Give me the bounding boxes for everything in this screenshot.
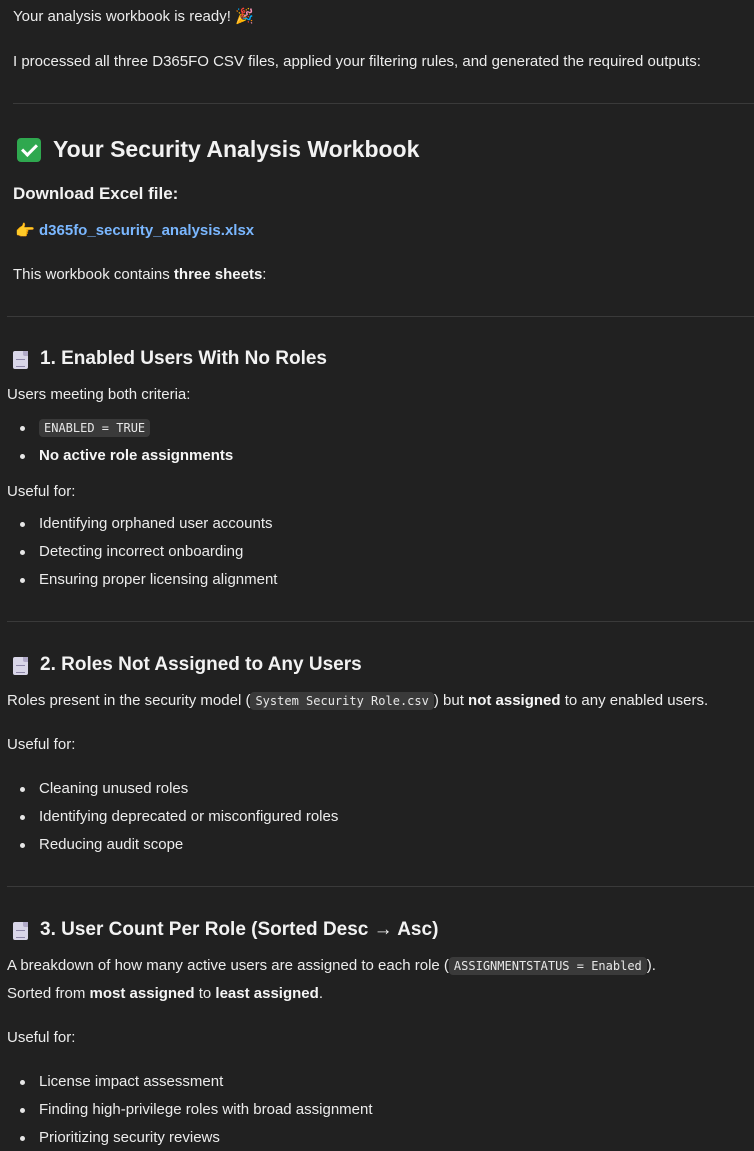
list-item: Finding high-privilege roles with broad assignment bbox=[39, 1101, 373, 1118]
sheet1-title: 1. Enabled Users With No Roles bbox=[40, 348, 328, 369]
sheet2-title: 2. Roles Not Assigned to Any Users bbox=[40, 654, 362, 675]
sheet3-title: 3. User Count Per Role (Sorted Desc → Asc) bbox=[40, 919, 439, 940]
pointing-hand-icon: 👉 bbox=[15, 223, 35, 240]
contains-bold: three sheets bbox=[173, 266, 263, 283]
contains-pre: This workbook contains bbox=[13, 266, 174, 283]
workbook-contains-text bbox=[13, 264, 266, 287]
list-bullet bbox=[20, 787, 25, 792]
contains-post: : bbox=[262, 266, 267, 283]
page-facing-up-icon bbox=[13, 657, 28, 675]
list-bullet bbox=[20, 843, 25, 848]
list-bullet bbox=[20, 1136, 25, 1141]
enabled-code: ENABLED = TRUE bbox=[39, 419, 150, 437]
sheet1-useful-label: Useful for: bbox=[7, 483, 76, 500]
intro-processed-text: I processed all three D365FO CSV files, applied your filtering rules, and generated the required outputs: bbox=[13, 53, 701, 70]
sorted-bold-least: least assigned bbox=[215, 985, 319, 1002]
sheet3-sorted-text bbox=[7, 983, 323, 1006]
list-bullet bbox=[20, 522, 25, 527]
list-item: Detecting incorrect onboarding bbox=[39, 543, 244, 560]
sheet1-criteria-label: Users meeting both criteria: bbox=[7, 386, 191, 403]
desc-post: to any enabled users. bbox=[560, 692, 709, 709]
list-item: Prioritizing security reviews bbox=[39, 1129, 220, 1146]
divider bbox=[7, 621, 754, 622]
check-mark-icon bbox=[17, 138, 41, 162]
sorted-post: . bbox=[318, 985, 323, 1002]
desc-pre: Roles present in the security model ( bbox=[7, 692, 251, 709]
list-bullet bbox=[20, 815, 25, 820]
sheet2-useful-label: Useful for: bbox=[7, 736, 76, 753]
list-item: Identifying orphaned user accounts bbox=[39, 515, 273, 532]
workbook-title: Your Security Analysis Workbook bbox=[53, 136, 420, 162]
divider bbox=[7, 316, 754, 317]
sorted-bold-most: most assigned bbox=[89, 985, 195, 1002]
desc-bold: not assigned bbox=[468, 692, 561, 709]
list-item: Ensuring proper licensing alignment bbox=[39, 571, 278, 588]
sheet3-useful-label: Useful for: bbox=[7, 1029, 76, 1046]
sorted-pre: Sorted from bbox=[7, 985, 90, 1002]
desc-mid: ) but bbox=[433, 692, 469, 709]
list-bullet bbox=[20, 1080, 25, 1085]
page-facing-up-icon bbox=[13, 922, 28, 940]
divider bbox=[13, 103, 754, 104]
list-bullet bbox=[20, 454, 25, 459]
list-bullet bbox=[20, 550, 25, 555]
list-bullet bbox=[20, 426, 25, 431]
desc-post: ). bbox=[646, 957, 656, 974]
intro-ready-text: Your analysis workbook is ready! 🎉 bbox=[13, 8, 254, 25]
download-label: Download Excel file: bbox=[13, 184, 179, 203]
list-item: Identifying deprecated or misconfigured roles bbox=[39, 808, 339, 825]
sheet3-description bbox=[7, 955, 656, 978]
list-item: Cleaning unused roles bbox=[39, 780, 189, 797]
list-bullet bbox=[20, 578, 25, 583]
page-facing-up-icon bbox=[13, 351, 28, 369]
role-csv-code: System Security Role.csv bbox=[250, 692, 433, 710]
divider bbox=[7, 886, 754, 887]
download-file-link[interactable]: d365fo_security_analysis.xlsx bbox=[39, 222, 255, 239]
list-item: No active role assignments bbox=[39, 447, 234, 464]
sheet2-description bbox=[7, 690, 708, 713]
list-bullet bbox=[20, 1108, 25, 1113]
sorted-mid: to bbox=[194, 985, 216, 1002]
list-item: Reducing audit scope bbox=[39, 836, 184, 853]
desc-pre: A breakdown of how many active users are assigned to each role ( bbox=[7, 957, 449, 974]
list-item bbox=[39, 417, 150, 440]
assignment-status-code: ASSIGNMENTSTATUS = Enabled bbox=[449, 957, 647, 975]
list-item: License impact assessment bbox=[39, 1073, 224, 1090]
